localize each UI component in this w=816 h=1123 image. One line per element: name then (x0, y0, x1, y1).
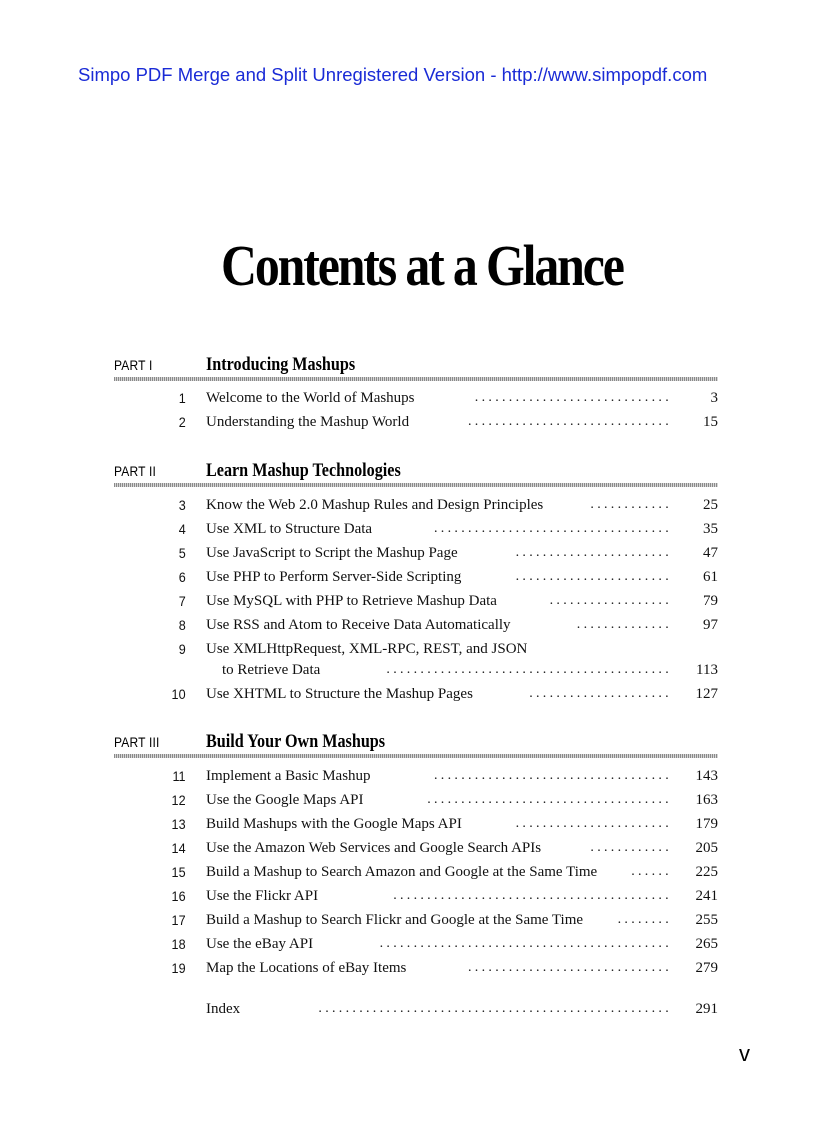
chapter-number: 6 (178, 569, 186, 585)
toc-entry-10[interactable] (114, 686, 718, 708)
toc-entry-1[interactable] (114, 390, 718, 412)
chapter-number: 9 (178, 641, 186, 657)
chapter-number: 14 (171, 840, 186, 856)
toc-entry-16[interactable] (114, 888, 718, 910)
part-divider (114, 377, 718, 381)
toc-entry-3[interactable] (114, 497, 718, 519)
page-ref: 127 (695, 686, 718, 702)
index-title: Index (206, 1001, 241, 1017)
page-title: Contents at a Glance (221, 233, 623, 298)
chapter-number: 19 (171, 960, 186, 976)
dot-leader: .............................. (468, 414, 672, 429)
chapter-title: Welcome to the World of Mashups (206, 390, 415, 406)
chapter-title: Build a Mashup to Search Amazon and Google at the Same Time (206, 864, 598, 880)
toc-entry-4[interactable] (114, 521, 718, 543)
part-title: Introducing Mashups (206, 354, 356, 375)
dot-leader: ....................... (515, 545, 672, 560)
toc-entry-19[interactable] (114, 960, 718, 982)
part-label: PART II (114, 463, 157, 479)
dot-leader: ......................................... (393, 888, 672, 903)
dot-leader: ..................... (529, 686, 672, 701)
dot-leader: .................................................... (318, 1001, 672, 1016)
watermark-text: Simpo PDF Merge and Split Unregistered Version - http://www.simpopdf.com (78, 64, 708, 85)
chapter-number: 18 (171, 936, 186, 952)
toc-entry-15[interactable] (114, 864, 718, 886)
dot-leader: ................................... (434, 521, 672, 536)
page-ref: 113 (696, 662, 718, 678)
toc-entry-9[interactable] (114, 641, 718, 663)
chapter-number: 3 (178, 497, 186, 513)
dot-leader: .................................... (427, 792, 672, 807)
page-ref: 163 (695, 792, 718, 808)
toc-entry-11[interactable] (114, 768, 718, 790)
page-ref: 47 (703, 545, 718, 561)
toc-entry-7[interactable] (114, 593, 718, 615)
toc-entry-18[interactable] (114, 936, 718, 958)
chapter-number: 13 (171, 816, 186, 832)
part-divider (114, 754, 718, 758)
chapter-title: Use the Flickr API (206, 888, 319, 904)
page-ref: 15 (703, 414, 718, 430)
page-ref: 179 (695, 816, 718, 832)
chapter-number: 16 (171, 888, 186, 904)
part-title: Learn Mashup Technologies (206, 460, 401, 481)
chapter-title: Implement a Basic Mashup (206, 768, 371, 784)
part-label: PART III (114, 734, 160, 750)
chapter-title: Build a Mashup to Search Flickr and Google at the Same Time (206, 912, 584, 928)
dot-leader: .............................. (468, 960, 672, 975)
chapter-title: Know the Web 2.0 Mashup Rules and Design Principles (206, 497, 544, 513)
dot-leader: ........ (617, 912, 672, 927)
chapter-title: Use XMLHttpRequest, XML-RPC, REST, and JSON (206, 641, 528, 657)
dot-leader: ............ (590, 497, 672, 512)
chapter-title-continued: to Retrieve Data (222, 662, 321, 678)
part-label: PART I (114, 357, 153, 373)
dot-leader: ....................... (515, 569, 672, 584)
dot-leader: ...... (631, 864, 672, 879)
page-number: v (739, 1041, 750, 1066)
toc-entry-13[interactable] (114, 816, 718, 838)
page-ref: 255 (695, 912, 718, 928)
chapter-title: Map the Locations of eBay Items (206, 960, 407, 976)
page-ref: 25 (703, 497, 718, 513)
chapter-title: Use XHTML to Structure the Mashup Pages (206, 686, 473, 702)
chapter-number: 17 (171, 912, 186, 928)
dot-leader: ........................................... (379, 936, 672, 951)
dot-leader: ............................. (474, 390, 672, 405)
dot-leader: ................................... (434, 768, 672, 783)
toc-entry-2[interactable] (114, 414, 718, 436)
toc-entry-index[interactable] (114, 1001, 718, 1023)
chapter-title: Use the Google Maps API (206, 792, 364, 808)
page-ref: 79 (703, 593, 718, 609)
chapter-number: 5 (178, 545, 186, 561)
part-divider (114, 483, 718, 487)
page-ref: 61 (703, 569, 718, 585)
page-ref: 265 (695, 936, 718, 952)
chapter-number: 8 (178, 617, 186, 633)
chapter-title: Use PHP to Perform Server-Side Scripting (206, 569, 462, 585)
chapter-title: Use MySQL with PHP to Retrieve Mashup Data (206, 593, 497, 609)
page-ref: 291 (695, 1001, 718, 1017)
chapter-title: Build Mashups with the Google Maps API (206, 816, 462, 832)
toc-entry-17[interactable] (114, 912, 718, 934)
page-ref: 97 (703, 617, 718, 633)
chapter-number: 10 (171, 686, 186, 702)
page-ref: 225 (695, 864, 718, 880)
toc-entry-14[interactable] (114, 840, 718, 862)
dot-leader: ............ (590, 840, 672, 855)
page-ref: 143 (695, 768, 718, 784)
chapter-number: 15 (171, 864, 186, 880)
chapter-number: 11 (172, 768, 186, 784)
page-ref: 241 (695, 888, 718, 904)
toc-entry-12[interactable] (114, 792, 718, 814)
toc-entry-5[interactable] (114, 545, 718, 567)
page-ref: 35 (703, 521, 718, 537)
chapter-number: 7 (178, 593, 186, 609)
chapter-title: Use the eBay API (206, 936, 314, 952)
dot-leader: .............. (576, 617, 672, 632)
part-title: Build Your Own Mashups (206, 731, 386, 752)
chapter-title: Use JavaScript to Script the Mashup Page (206, 545, 458, 561)
dot-leader: .......................................... (386, 662, 672, 677)
chapter-number: 2 (178, 414, 186, 430)
chapter-number: 1 (178, 390, 186, 406)
dot-leader: ....................... (515, 816, 672, 831)
chapter-title: Use the Amazon Web Services and Google Search APIs (206, 840, 542, 856)
toc-entry-9-cont[interactable] (114, 662, 718, 684)
toc-entry-6[interactable] (114, 569, 718, 591)
page-ref: 279 (695, 960, 718, 976)
chapter-number: 4 (178, 521, 186, 537)
toc-entry-8[interactable] (114, 617, 718, 639)
chapter-title: Use RSS and Atom to Receive Data Automatically (206, 617, 511, 633)
page-ref: 3 (710, 390, 718, 406)
chapter-title: Understanding the Mashup World (206, 414, 410, 430)
chapter-number: 12 (171, 792, 186, 808)
chapter-title: Use XML to Structure Data (206, 521, 373, 537)
page-ref: 205 (695, 840, 718, 856)
dot-leader: .................. (549, 593, 672, 608)
